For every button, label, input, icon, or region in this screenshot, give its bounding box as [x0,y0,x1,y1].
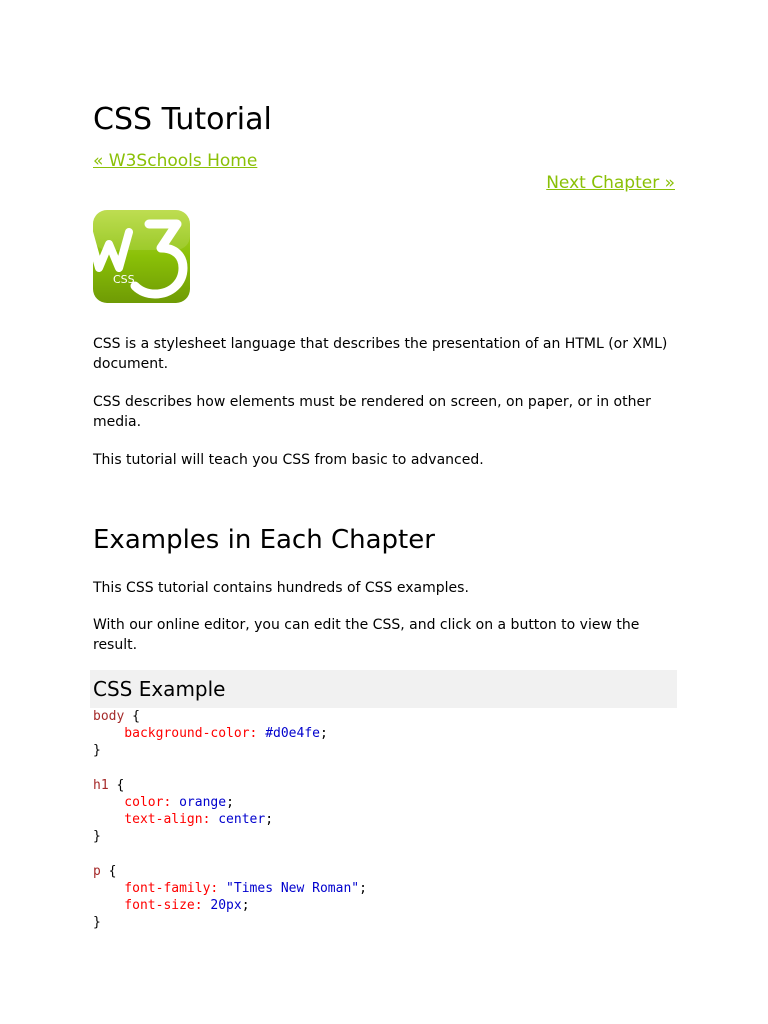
code-token: } [93,829,101,845]
section-paragraph-1: This CSS tutorial contains hundreds of CSS examples. [93,580,469,596]
example-title: CSS Example [93,677,226,701]
logo-label: CSS [113,273,135,286]
code-token: text-align: [93,812,211,828]
section-heading: Examples in Each Chapter [93,525,435,555]
code-line [93,742,367,759]
w3schools-css-logo-icon [93,210,190,303]
code-block [93,708,367,931]
intro-paragraph-1: CSS is a stylesheet language that describes the presentation of an HTML (or XML) document. [93,336,668,372]
intro-paragraph-2: CSS describes how elements must be rendered on screen, on paper, or in other media. [93,394,651,430]
code-token: background-color: [93,726,258,742]
next-chapter-link[interactable]: Next Chapter » [546,173,675,193]
code-token: } [93,915,101,931]
code-token: 20px [202,898,242,914]
code-line [93,760,367,777]
code-line [93,725,367,742]
code-token: color: [93,794,172,810]
code-token: h1 [93,777,109,793]
code-token: font-size: [93,898,203,914]
code-token: orange [171,794,227,810]
w3schools-home-link[interactable]: « W3Schools Home [93,151,258,171]
page-title: CSS Tutorial [93,102,272,137]
code-line [93,897,367,914]
code-line [93,914,367,931]
code-line [93,811,367,828]
code-token: { [108,777,125,793]
code-token: "Times New Roman" [218,880,360,896]
code-token: { [124,709,140,724]
code-line [93,708,367,725]
code-token: #d0e4fe [257,726,320,742]
code-token: { [100,863,117,879]
code-token: ; [241,898,250,914]
code-token: font-family: [93,880,219,896]
code-line [93,863,367,880]
code-token: p [93,863,101,879]
code-token: center [210,812,266,828]
intro-paragraph-3: This tutorial will teach you CSS from basic to advanced. [93,452,484,468]
code-token: ; [359,880,367,896]
code-token: ; [226,794,234,810]
code-line [93,777,367,794]
code-token: ; [265,812,274,828]
example-header [90,670,677,708]
code-line [93,846,367,863]
code-token: body [93,709,125,724]
code-token: } [93,743,101,759]
code-line [93,794,367,811]
section-paragraph-2: With our online editor, you can edit the CSS, and click on a button to view the result. [93,617,640,653]
code-line [93,828,367,845]
code-token: ; [320,726,328,742]
code-line [93,880,367,897]
